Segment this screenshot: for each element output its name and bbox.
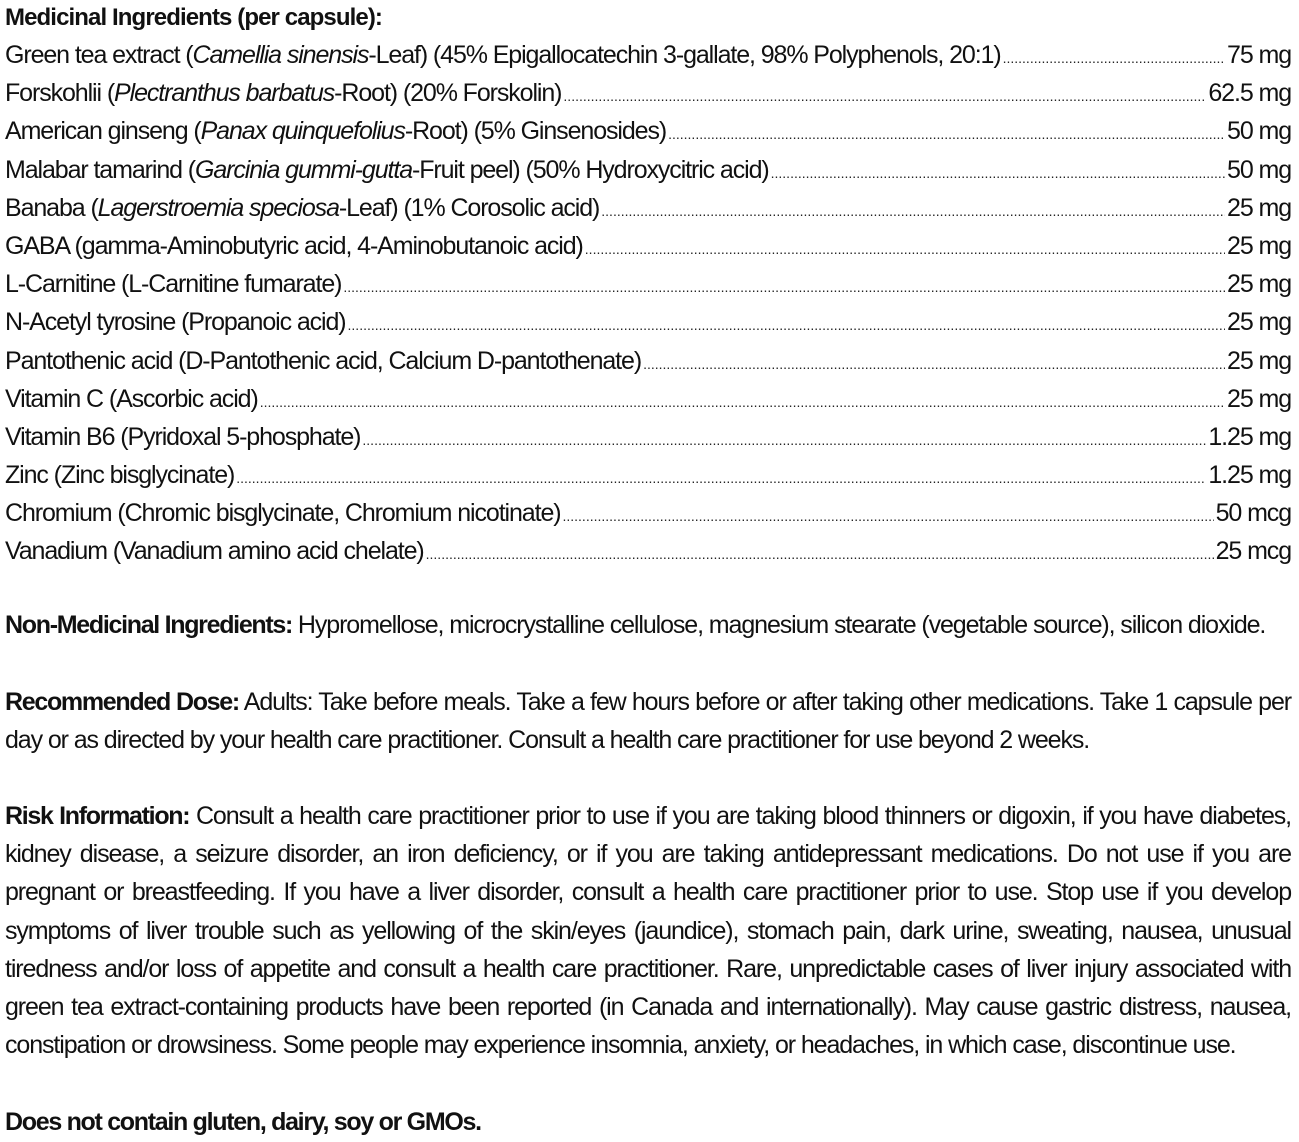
recommended-dose: [5, 683, 1291, 759]
ingredient-name-text: Zinc (Zinc bisglycinate): [5, 461, 235, 490]
ingredient-name-text: Vitamin B6 (Pyridoxal 5-phosphate): [5, 422, 361, 451]
risk-information-text: Consult a health care practitioner prior to use if you are taking blood thinners or digoxin, if you have diabetes, kidney disease, a seizure disorder, an iron deficiency, or if you are taking antidepressant medications. Do not use if you are pregnant or breastfeeding. If you have a liver disorder, consult a health care practitioner prior to use. Stop use if you develop symptoms of liver trouble such as yellowing of the skin/eyes (jaundice), stomach pain, dark urine, sweating, nausea, unusual tiredness and/or loss of appetite and consult a health care practitioner. Rare, unpredictable cases of liver injury associated with green tea extract-containing products have been reported (in Canada and internationally). May cause gastric distress, nausea, constipation or drowsiness. Some people may experience insomnia, anxiety, or headaches, in which case, discontinue use.: [5, 802, 1291, 1060]
ingredient-name-text: N-Acetyl tyrosine (Propanoic acid): [5, 308, 346, 337]
ingredient-name: [5, 456, 234, 494]
medicinal-ingredients-heading: Medicinal Ingredients (per capsule):: [5, 4, 383, 31]
ingredient-row: [5, 227, 1291, 265]
ingredient-amount: 25 mcg: [1215, 537, 1291, 566]
ingredient-row: [5, 342, 1291, 380]
ingredient-name-text: Pantothenic acid (D-Pantothenic acid, Calcium D-pantothenate): [5, 346, 642, 375]
ingredient-row: [5, 494, 1291, 532]
dot-leader: [236, 459, 1206, 497]
ingredient-name: [5, 380, 258, 418]
non-medicinal-ingredients: [5, 606, 1291, 644]
dot-leader: [1003, 39, 1225, 77]
dot-leader: [643, 345, 1225, 383]
ingredient-latin-name: Camellia sinensis: [192, 41, 369, 69]
dot-leader: [585, 230, 1225, 268]
ingredient-list: [5, 36, 1291, 571]
ingredient-row: [5, 303, 1291, 341]
ingredient-name: [5, 303, 346, 341]
ingredient-amount: 25 mg: [1227, 384, 1291, 413]
allergen-free-statement: Does not contain gluten, dairy, soy or GMOs.: [5, 1108, 481, 1136]
ingredient-name: [5, 494, 560, 532]
dot-leader: [362, 421, 1206, 459]
ingredient-name: [5, 189, 599, 227]
ingredient-name: [5, 227, 583, 265]
ingredient-row: [5, 532, 1291, 570]
ingredient-amount: 25 mg: [1227, 193, 1291, 222]
ingredient-amount: 50 mg: [1227, 155, 1291, 184]
risk-information-label: Risk Information:: [5, 802, 190, 830]
ingredient-row: [5, 112, 1291, 150]
ingredient-amount: 50 mcg: [1215, 499, 1291, 528]
ingredient-name-text: Banaba (: [5, 193, 98, 222]
ingredient-name: [5, 532, 424, 570]
ingredient-amount: 1.25 mg: [1208, 422, 1291, 451]
ingredient-name: [5, 36, 1001, 74]
ingredient-amount: 25 mg: [1227, 270, 1291, 299]
ingredient-row: [5, 265, 1291, 303]
ingredient-name-detail: -Root) (5% Ginsenosides): [404, 117, 667, 146]
ingredient-name-text: Chromium (Chromic bisglycinate, Chromium nicotinate): [5, 499, 561, 528]
ingredient-amount: 1.25 mg: [1208, 461, 1291, 490]
ingredient-name: [5, 74, 561, 112]
ingredient-amount: 75 mg: [1227, 41, 1291, 69]
ingredient-name-detail: -Leaf) (1% Corosolic acid): [338, 193, 600, 222]
ingredient-name-text: Forskohlii (: [5, 79, 115, 108]
ingredient-name: [5, 151, 769, 189]
dot-leader: [260, 383, 1225, 421]
ingredient-name-detail: -Fruit peel) (50% Hydroxycitric acid): [412, 155, 769, 184]
risk-information: [5, 797, 1291, 1064]
ingredient-row: [5, 189, 1291, 227]
ingredient-name-text: Malabar tamarind (: [5, 155, 196, 184]
ingredient-latin-name: Garcinia gummi-gutta: [195, 155, 412, 184]
ingredient-name-text: L-Carnitine (L-Carnitine fumarate): [5, 270, 342, 299]
non-medicinal-label: Non-Medicinal Ingredients:: [5, 611, 293, 639]
ingredient-row: [5, 74, 1291, 112]
ingredient-name: [5, 112, 666, 150]
ingredient-latin-name: Panax quinquefolius: [200, 117, 405, 146]
ingredient-name-text: Vanadium (Vanadium amino acid chelate): [5, 537, 424, 566]
dot-leader: [426, 535, 1214, 573]
ingredient-latin-name: Lagerstroemia speciosa: [97, 193, 339, 222]
ingredient-name-text: GABA (gamma-Aminobutyric acid, 4-Aminobutanoic acid): [5, 231, 583, 260]
ingredient-name: [5, 265, 341, 303]
ingredient-amount: 25 mg: [1227, 308, 1291, 337]
non-medicinal-text: Hypromellose, microcrystalline cellulose, magnesium stearate (vegetable source), silicon dioxide.: [292, 611, 1266, 639]
recommended-dose-text: Adults: Take before meals. Take a few hours before or after taking other medications. Take 1 capsule per day or as directed by your health care practitioner. Consult a health care practitioner for use beyond 2 weeks.: [5, 688, 1292, 755]
dot-leader: [343, 268, 1225, 306]
ingredient-amount: 25 mg: [1227, 231, 1291, 260]
ingredient-name-text: Vitamin C (Ascorbic acid): [5, 384, 258, 413]
ingredient-name-detail: -Root) (20% Forskolin): [334, 79, 562, 108]
ingredient-name-text: American ginseng (: [5, 117, 201, 146]
ingredient-name-detail: -Leaf) (45% Epigallocatechin 3-gallate, 98% Polyphenols, 20:1): [368, 41, 1001, 69]
ingredient-name: [5, 342, 641, 380]
ingredient-row: [5, 36, 1291, 74]
ingredient-name-text: Green tea extract (: [5, 41, 193, 69]
ingredient-row: [5, 418, 1291, 456]
dot-leader: [348, 306, 1225, 344]
ingredient-amount: 25 mg: [1227, 346, 1291, 375]
ingredient-row: [5, 456, 1291, 494]
medicinal-ingredients-section: [5, 0, 1291, 571]
ingredient-amount: 62.5 mg: [1208, 79, 1291, 108]
dot-leader: [771, 154, 1225, 192]
ingredient-latin-name: Plectranthus barbatus: [114, 79, 335, 108]
ingredient-row: [5, 151, 1291, 189]
ingredient-amount: 50 mg: [1227, 117, 1291, 146]
dot-leader: [563, 77, 1206, 115]
ingredient-name: [5, 418, 360, 456]
recommended-dose-label: Recommended Dose:: [5, 688, 239, 716]
dot-leader: [562, 497, 1213, 535]
ingredient-row: [5, 380, 1291, 418]
dot-leader: [601, 192, 1225, 230]
dot-leader: [668, 115, 1225, 153]
